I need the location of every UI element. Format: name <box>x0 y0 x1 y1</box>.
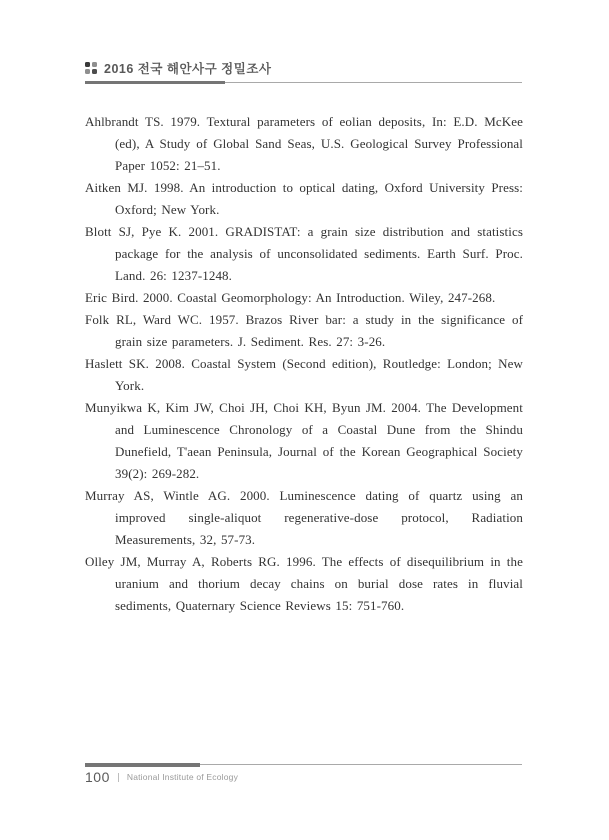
report-title: 2016 전국 해안사구 정밀조사 <box>104 62 272 76</box>
reference-entry: Eric Bird. 2000. Coastal Geomorphology: An Introduction. Wiley, 247-268. <box>85 290 496 305</box>
page-footer <box>85 769 238 785</box>
header-divider <box>85 81 522 85</box>
reference-list <box>85 111 523 617</box>
reference-entry: Murray AS, Wintle AG. 2000. Luminescence dating of quartz using an improved single-aliquot regenerative-dose protocol, Radiation Measurements, 32, 57-73. <box>85 488 523 547</box>
footer-divider <box>85 763 522 767</box>
footer-separator <box>118 773 119 782</box>
reference-entry: Munyikwa K, Kim JW, Choi JH, Choi KH, Byun JM. 2004. The Development and Luminescence Chronology of a Coastal Dune from the Shindu Dunefield, T'aean Peninsula, Journal of the Korean Geographical Society 39(2): 269-282. <box>85 400 523 481</box>
page-number: 100 <box>85 769 110 785</box>
reference-entry: Folk RL, Ward WC. 1957. Brazos River bar: a study in the significance of grain size parameters. J. Sediment. Res. 27: 3-26. <box>85 312 523 349</box>
reference-entry: Aitken MJ. 1998. An introduction to optical dating, Oxford University Press: Oxford; New York. <box>85 180 523 217</box>
reference-entry: Blott SJ, Pye K. 2001. GRADISTAT: a grain size distribution and statistics package for the analysis of unconsolidated sediments. Earth Surf. Proc. Land. 26: 1237-1248. <box>85 224 523 283</box>
reference-entry: Ahlbrandt TS. 1979. Textural parameters of eolian deposits, In: E.D. McKee (ed), A Study of Global Sand Seas, U.S. Geological Survey Professional Paper 1052: 21–51. <box>85 114 523 173</box>
reference-entry: Olley JM, Murray A, Roberts RG. 1996. The effects of disequilibrium in the uranium and thorium decay chains on burial dose rates in fluvial sediments, Quaternary Science Reviews 15: 751-760. <box>85 554 523 613</box>
institute-name: National Institute of Ecology <box>126 772 239 782</box>
grid-dots-icon <box>85 62 97 74</box>
reference-entry: Haslett SK. 2008. Coastal System (Second edition), Routledge: London; New York. <box>85 356 523 393</box>
page-header <box>85 58 271 78</box>
